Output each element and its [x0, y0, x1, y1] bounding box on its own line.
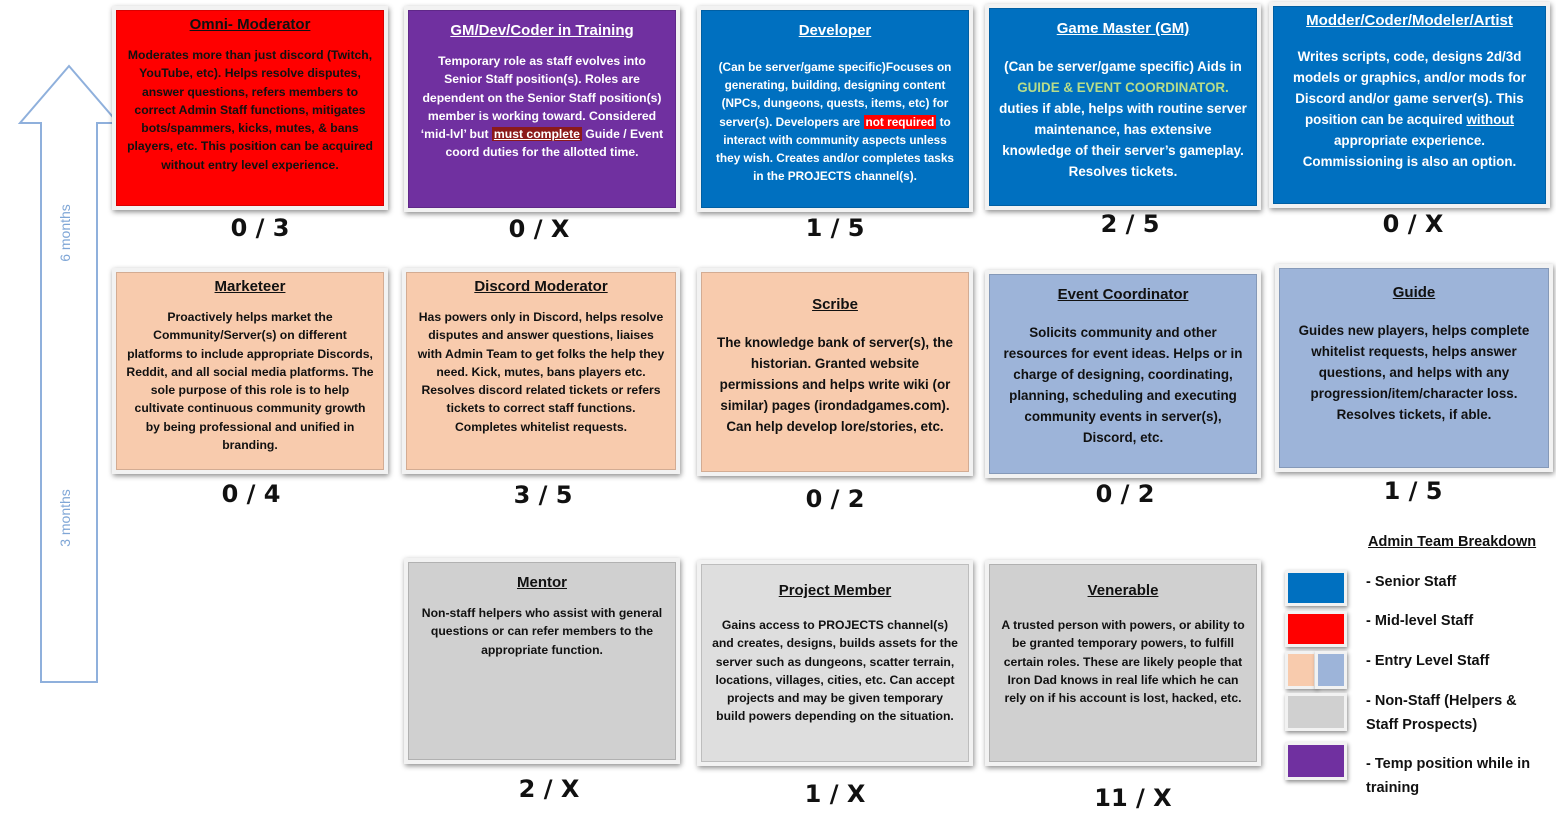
role-count-developer: 1 / 5 — [805, 214, 865, 242]
legend-swatch-mid-level-staff — [1285, 611, 1347, 647]
role-title: Marketeer — [214, 278, 286, 295]
role-description: Proactively helps market the Community/Server(s) on different platforms to include appropriate Discords, Reddit, and all social media platforms. The sole purpose of this role is to help cultivate continuous community growth by being professional and unified in branding. — [126, 310, 374, 453]
role-description: Temporary role as staff evolves into Senior Staff position(s). Roles are dependent on the Senior Staff position(s) member is working toward. Considered ‘mid-lvl’ but must complete Guide / Event coord duties for the allotted time. — [420, 54, 664, 160]
role-count-omni-moderator: 0 / 3 — [230, 214, 290, 242]
role-card-omni-moderator — [112, 6, 388, 210]
role-count-guide: 1 / 5 — [1383, 477, 1443, 505]
role-count-mentor: 2 / X — [518, 775, 580, 803]
legend-swatch-temp-position — [1285, 742, 1347, 780]
role-title: Venerable — [1087, 582, 1159, 599]
role-title: Omni- Moderator — [189, 16, 311, 33]
legend-label-mid-level-staff: - Mid-level Staff — [1366, 613, 1474, 629]
role-description: (Can be server/game specific) Aids in GUIDE & EVENT COORDINATOR. duties if able, helps with routine server maintenance, has extensive knowledge of their server’s gameplay. Resolves tickets. — [999, 59, 1247, 179]
role-description: Has powers only in Discord, helps resolve disputes and answer questions, liaises with Admin Team to get folks the help they need. Kick, mutes, bans players etc. Resolves discord related tickets or refers tickets to correct staff functions. Completes whitelist requests. — [417, 310, 665, 434]
role-card-event-coordinator — [985, 270, 1261, 478]
role-description: Moderates more than just discord (Twitch, YouTube, etc). Helps resolve disputes, answer questions, refers members to correct Admin Staff functions, mitigates bots/spammers, kicks, mutes, & bans players, etc. This position can be acquired without entry level experience. — [127, 48, 373, 172]
role-description: Guides new players, helps complete whitelist requests, helps answer questions, and helps with any progression/item/character loss. Resolves tickets, if able. — [1298, 323, 1530, 422]
arrow-label-3-months: 3 months — [56, 489, 73, 547]
role-card-scribe — [697, 268, 973, 476]
legend-title: Admin Team Breakdown — [1368, 534, 1537, 550]
role-count-game-master: 2 / 5 — [1100, 210, 1160, 238]
role-card-game-master — [985, 4, 1261, 210]
role-title: Scribe — [812, 296, 858, 313]
role-title: Discord Moderator — [474, 278, 608, 295]
legend-label-senior-staff: - Senior Staff — [1366, 574, 1457, 590]
role-count-marketeer: 0 / 4 — [221, 480, 281, 508]
role-title: Modder/Coder/Modeler/Artist — [1306, 12, 1513, 29]
role-title: Project Member — [778, 582, 892, 599]
role-card-developer — [697, 6, 973, 212]
role-card-gm-dev-coder-training — [404, 6, 680, 212]
role-description: Non-staff helpers who assist with general questions or can refer members to the appropriate function. — [421, 606, 663, 657]
role-description: A trusted person with powers, or ability to be granted temporary powers, to fulfill certain roles. These are likely people that Iron Dad knows in real life which he can rely on if his account is lost, hacked, etc. — [1001, 618, 1245, 706]
arrow-label-6-months: 6 months — [56, 204, 73, 262]
role-description: Solicits community and other resources for event ideas. Helps or in charge of designing, coordinating, planning, scheduling and executing community events in server(s), Discord, etc. — [1003, 325, 1243, 445]
role-card-discord-moderator — [402, 268, 680, 474]
legend-swatch-senior-staff — [1285, 570, 1347, 606]
role-title: Game Master (GM) — [1056, 20, 1190, 37]
progression-arrow — [0, 60, 120, 760]
role-count-discord-moderator: 3 / 5 — [513, 481, 573, 509]
legend-label-entry-level-staff: - Entry Level Staff — [1366, 653, 1490, 669]
role-title: Event Coordinator — [1057, 286, 1189, 303]
role-card-guide — [1275, 264, 1553, 472]
role-title: Developer — [798, 22, 872, 39]
role-title: Mentor — [517, 574, 567, 591]
legend-label-non-staff: - Non-Staff (Helpers & Staff Prospects) — [1366, 693, 1517, 733]
role-title: Guide — [1392, 284, 1436, 301]
role-description: The knowledge bank of server(s), the historian. Granted website permissions and helps write wiki (or similar) pages (irondadgames.com). Can help develop lore/stories, etc. — [717, 335, 953, 434]
role-count-event-coordinator: 0 / 2 — [1095, 480, 1155, 508]
role-title: GM/Dev/Coder in Training — [450, 22, 634, 39]
role-card-project-member — [697, 560, 973, 766]
legend-swatch-entry-level-peach — [1285, 651, 1317, 689]
role-description: Gains access to PROJECTS channel(s) and creates, designs, builds assets for the server such as dungeons, scatter terrain, locations, villages, cities, etc. Can accept projects and may be given temporary build powers depending on the situation. — [712, 618, 958, 724]
role-count-gm-dev-coder-training: 0 / X — [508, 215, 570, 243]
role-card-modder-coder-modeler-artist — [1269, 2, 1550, 208]
role-count-project-member: 1 / X — [804, 780, 866, 808]
legend-swatch-entry-level-blue — [1315, 651, 1347, 689]
role-count-venerable: 11 / X — [1094, 784, 1172, 812]
role-description: (Can be server/game specific)Focuses on generating, building, designing content (NPCs, dungeons, quests, items, etc) for server(s). Developers are not required to interact with community aspects unless they wish. Creates and/or completes tasks in the PROJECTS channel(s). — [716, 60, 954, 184]
legend-swatch-non-staff — [1285, 693, 1347, 731]
role-card-marketeer — [112, 268, 388, 474]
role-card-mentor — [404, 558, 680, 764]
role-count-modder: 0 / X — [1382, 210, 1444, 238]
role-card-venerable — [985, 560, 1261, 766]
role-description: Writes scripts, code, designs 2d/3d models or graphics, and/or mods for Discord and/or game server(s). This position can be acquired without appropriate experience. Commissioning is also an option. — [1293, 49, 1526, 169]
legend-label-temp-position: - Temp position while in training — [1366, 756, 1531, 796]
role-count-scribe: 0 / 2 — [805, 485, 865, 513]
